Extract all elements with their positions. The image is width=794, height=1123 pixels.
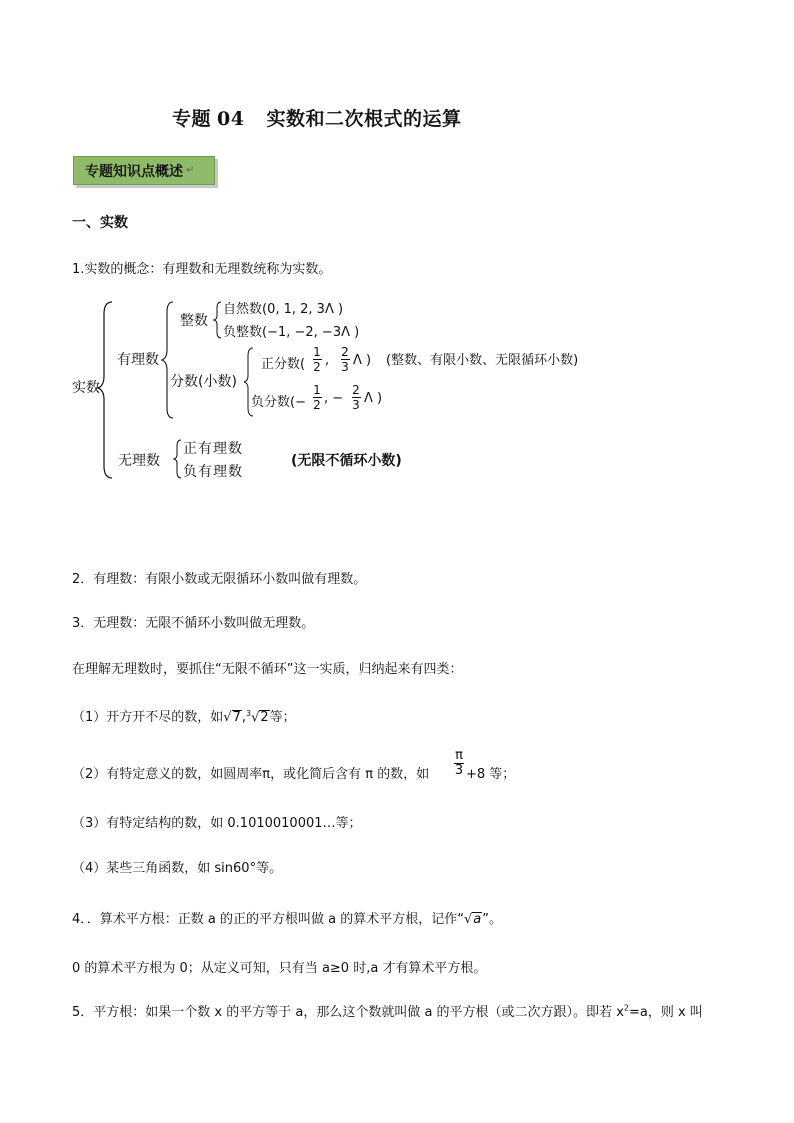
page-title <box>172 104 461 131</box>
brace-integer <box>213 300 223 340</box>
radicand: 2 <box>260 710 269 725</box>
radicand: a <box>473 912 482 927</box>
paragraph-irrational-definition: 3．无理数：无限不循环小数叫做无理数。 <box>72 616 315 631</box>
square-root-7: √7 <box>223 710 241 725</box>
numerator: 1 <box>313 345 321 359</box>
tree-separator: , <box>325 353 330 368</box>
brace-irrational <box>173 438 183 480</box>
cube-root-2: $^3$√2 <box>246 708 269 725</box>
list-item-3: （3）有特定结构的数，如 0.1010010001…等； <box>72 816 362 831</box>
tree-integer: 整数 <box>180 313 208 329</box>
tree-positive-irrational: 正有理数 <box>183 441 243 457</box>
title-number: 04 <box>217 108 245 130</box>
paragraph-rational-definition: 2．有理数：有限小数或无限循环小数叫做有理数。 <box>72 572 367 587</box>
paragraph-suffix: ”。 <box>482 912 502 927</box>
tree-positive-fraction-prefix: 正分数( <box>261 357 306 372</box>
badge-label: 专题知识点概述 <box>85 163 183 180</box>
tree-negative-irrational: 负有理数 <box>183 464 243 480</box>
paragraph-text: 4．．算术平方根：正数 a 的正的平方根叫做 a 的算术平方根，记作“ <box>72 912 464 927</box>
list-item-1-suffix: 等； <box>269 710 296 725</box>
paragraph-real-number-concept: 1.实数的概念：有理数和无理数统称为实数。 <box>72 262 332 277</box>
superscript: 2 <box>623 1003 629 1013</box>
list-item-2-text: （2）有特定意义的数，如圆周率π，或化简后含有 π 的数，如 <box>72 767 430 782</box>
denominator: 3 <box>352 398 360 412</box>
list-item-1-text: （1）开方开不尽的数，如 <box>72 710 224 725</box>
list-comma: , <box>241 710 246 725</box>
root-index: 3 <box>246 708 252 718</box>
paragraph-square-root <box>72 1001 703 1020</box>
tree-real: 实数 <box>72 380 100 396</box>
paragraph-suffix: =a，则 x 叫 <box>628 1005 703 1020</box>
denominator: 2 <box>313 398 321 412</box>
paragraph-zero-root: 0 的算术平方根为 0；从定义可知，只有当 a≥0 时,a 才有算术平方根。 <box>72 961 487 976</box>
tree-fraction: 分数(小数) <box>170 374 237 390</box>
title-prefix: 专题 <box>172 108 212 130</box>
denominator: 3 <box>341 360 349 374</box>
square-root-a: √a <box>463 912 482 927</box>
tree-negative-separator: , − <box>324 391 344 406</box>
fraction-neg-two-thirds <box>350 383 362 412</box>
list-item-4: （4）某些三角函数，如 sin60°等。 <box>72 861 283 876</box>
paragraph-text: 5．平方根：如果一个数 x 的平方等于 a，那么这个数就叫做 a 的平方根（或二次方跟）。即若 x <box>72 1005 624 1020</box>
fraction-two-thirds <box>339 345 351 374</box>
fraction-pi-over-3 <box>453 749 465 778</box>
tree-negative-integer: 负整数(−1, −2, −3Λ ) <box>223 325 360 340</box>
fraction-one-half <box>312 345 322 374</box>
numerator: 2 <box>352 383 360 397</box>
tree-irrational: 无理数 <box>118 453 160 469</box>
tree-natural: 自然数(0, 1, 2, 3Λ ) <box>223 302 344 317</box>
brace-rational <box>161 300 175 420</box>
radicand: 7 <box>232 710 241 725</box>
denominator: 3 <box>454 763 464 778</box>
paragraph-irrational-intro: 在理解无理数时，要抓住“无限不循环”这一实质，归纳起来有四类： <box>72 662 463 677</box>
numerator: 2 <box>341 345 349 359</box>
fraction-neg-one-half <box>312 383 322 412</box>
list-item-2 <box>72 763 429 782</box>
section-badge <box>73 156 215 185</box>
tree-negative-fraction-prefix: 负分数(− <box>251 395 306 410</box>
tree-irrational-note: (无限不循环小数) <box>291 453 402 469</box>
numerator: π <box>455 748 463 763</box>
paragraph-arithmetic-square-root <box>72 908 502 927</box>
numerator: 1 <box>313 383 321 397</box>
title-text: 实数和二次根式的运算 <box>266 108 462 130</box>
tree-negative-fraction-suffix: Λ ) <box>364 391 383 406</box>
return-mark-icon: ↵ <box>186 165 195 176</box>
list-item-2-suffix: +8 等； <box>466 767 516 782</box>
list-item-1 <box>72 706 296 725</box>
tree-positive-fraction-suffix: Λ ) <box>353 353 372 368</box>
tree-fraction-note: (整数、有限小数、无限循环小数) <box>386 353 579 368</box>
section-heading-real-numbers: 一、实数 <box>72 215 128 231</box>
denominator: 2 <box>313 360 321 374</box>
tree-rational: 有理数 <box>117 352 159 368</box>
